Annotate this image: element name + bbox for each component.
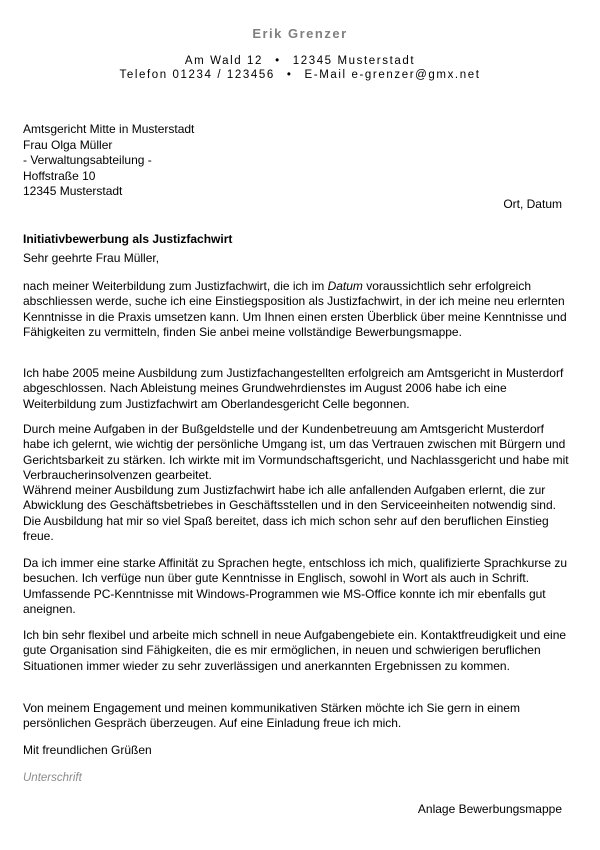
bullet-separator-icon: •: [286, 69, 293, 81]
paragraph-3-text: Durch meine Aufgaben in der Bußgeldstelle und der Kundenbetreuung am Amtsgericht Musterdorf habe ich gelernt, wie wichtig der persönliche Umgang ist, um das Vertrauen zwischen mit Bürgern und Gerichtsbarkeit zu stärken. Ich wirkte mit im Vormundschaftsgericht, und Nachlassgericht und habe mit Verbraucherinsolvenzen gearbeitet.: [23, 422, 569, 482]
signature-placeholder: Unterschrift: [23, 772, 82, 784]
recipient-line-4: Hoffstraße 10: [23, 168, 96, 183]
sender-contact-line: [0, 69, 600, 81]
subject-line: Initiativbewerbung als Justizfachwirt: [23, 232, 233, 246]
sender-phone: Telefon 01234 / 123456: [119, 69, 275, 81]
sender-email: E-Mail e-grenzer@gmx.net: [304, 69, 481, 81]
sender-street: Am Wald 12: [184, 55, 264, 67]
bullet-separator-icon: •: [275, 55, 281, 67]
body-paragraph-7: [23, 701, 571, 732]
recipient-line-1: Amtsgericht Mitte in Musterstadt: [23, 122, 195, 136]
paragraph-1-text-b: voraussichtlich sehr erfolgreich abschliessen werde, suche ich eine Einstiegsposition als Justizfachwirt, in der ich meine neu erlernten Kenntnisse in die Praxis umsetzen kann. Um Ihnen einen ersten Überblick über meine Kenntnisse und Fähigkeiten zu vermitteln, finden Sie anbei meine vollständige Bewerbungsmappe.: [23, 279, 567, 339]
recipient-line-3: - Verwaltungsabteilung -: [23, 153, 152, 167]
recipient-line-5: 12345 Musterstadt: [23, 184, 123, 198]
closing-phrase: Mit freundlichen Grüßen: [23, 743, 152, 757]
sender-address-line: [0, 55, 600, 67]
recipient-line-2: Frau Olga Müller: [23, 137, 113, 152]
salutation: Sehr geehrte Frau Müller,: [23, 251, 160, 265]
attachment-note: Anlage Bewerbungsmappe: [417, 802, 562, 816]
paragraph-6-text: Ich bin sehr flexibel und arbeite mich schnell in neue Aufgabengebiete ein. Kontaktfreudigkeit und eine gute Organisation sind Fähigkeiten, die es mir ermöglichen, in neuen und schwierigen beruflichen Situationen immer wieder zu sehr zuverlässigen und anerkannten Ergebnissen zu kommen.: [23, 628, 567, 673]
recipient-address: [23, 122, 194, 200]
paragraph-1-text-a: nach meiner Weiterbildung zum Justizfachwirt, die ich im: [23, 279, 328, 293]
body-paragraph-1: [23, 279, 571, 340]
body-paragraph-2: [23, 366, 571, 412]
paragraph-4-text: Während meiner Ausbildung zum Justizfachwirt habe ich alle anfallenden Aufgaben erlernt, die zur Abwicklung des Geschäftsbetriebes in Geschäftsstellen und in den Serviceeinheiten notwendig sind. Die Ausbildung hat mir so viel Spaß bereitet, dass ich mich schon sehr auf den beruflichen Einstieg freue.: [23, 483, 556, 544]
body-paragraph-3: [23, 422, 571, 544]
place-date: Ort, Datum: [503, 197, 562, 211]
paragraph-2-text: Ich habe 2005 meine Ausbildung zum Justizfachangestellten erfolgreich am Amtsgericht in Musterdorf abgeschlossen. Nach Ableistung meines Grundwehrdienstes im August 2006 habe ich eine Weiterbildung zum Justizfachwirt am Oberlandesgericht Celle begonnen.: [23, 366, 564, 411]
paragraph-7-text: Von meinem Engagement und meinen kommunikativen Stärken möchte ich Sie gern in einem persönlichen Gespräch überzeugen. Auf eine Einladung freue ich mich.: [23, 701, 520, 731]
sender-name: Erik Grenzer: [252, 26, 348, 41]
date-placeholder: Datum: [327, 279, 363, 293]
paragraph-5-text: Da ich immer eine starke Affinität zu Sprachen hegte, entschloss ich mich, qualifizierte Sprachkurse zu besuchen. Ich verfüge nun über gute Kenntnisse in Englisch, sowohl in Wort als auch in Schrift. Umfassende PC-Kenntnisse mit Windows-Programmen wie MS-Office konnte ich mir ebenfalls gut aneignen.: [23, 556, 568, 616]
body-paragraph-6: [23, 628, 571, 674]
sender-city: 12345 Musterstadt: [292, 55, 416, 67]
body-paragraph-5: [23, 556, 571, 617]
